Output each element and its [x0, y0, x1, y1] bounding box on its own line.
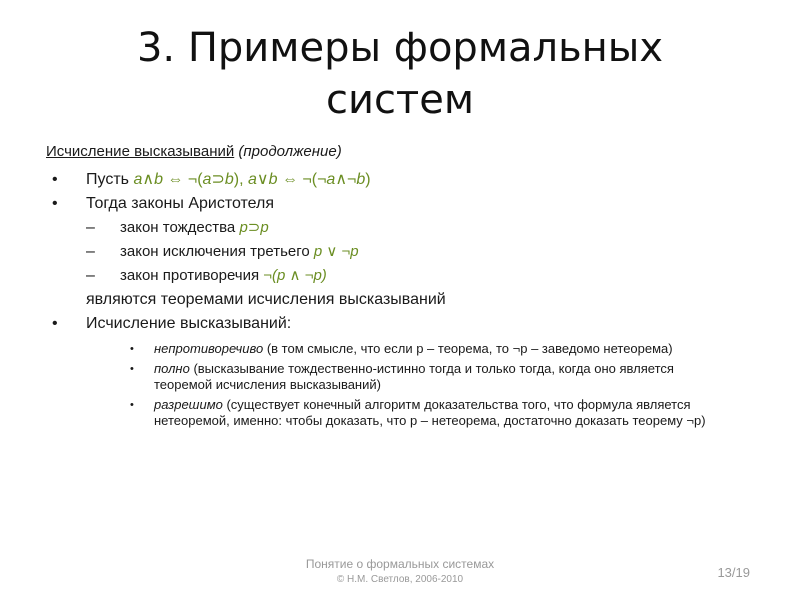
- sub-item-text: [120, 240, 359, 264]
- formula-var: b: [224, 171, 234, 188]
- properties-list: [130, 341, 730, 433]
- law-formula: ¬(p ∧ ¬p): [263, 267, 327, 284]
- dash-marker: –: [86, 243, 95, 260]
- formula-op: ): [365, 171, 371, 188]
- main-bullet-list: [52, 168, 772, 336]
- dash-marker: –: [86, 267, 95, 284]
- property-item: [130, 397, 730, 429]
- formula-op: ⇔ ¬(¬: [277, 171, 327, 188]
- formula-var: b: [268, 171, 278, 188]
- formula-op: ¬: [347, 171, 357, 188]
- law-label: закон противоречия: [120, 267, 264, 284]
- continuation-line: [52, 288, 772, 312]
- property-item: [130, 361, 730, 393]
- formula-var: a: [202, 171, 212, 188]
- property-text: (в том смысле, что если p – теорема, то ¬p – заведомо нетеорема): [263, 341, 673, 356]
- formula-var: a: [247, 171, 257, 188]
- formula-op: ∨: [256, 171, 269, 188]
- formula-op: ∧: [335, 171, 348, 188]
- formula-op: ⇔ ¬(: [162, 171, 203, 188]
- bullet-text: Тогда законы Аристотеля: [86, 195, 275, 212]
- bullet-item: [52, 168, 772, 192]
- formula-var: b: [154, 171, 163, 188]
- slide-footer: [0, 557, 800, 587]
- bullet-dot: •: [52, 171, 58, 188]
- formula-op: ∧: [142, 171, 155, 188]
- law-label: закон исключения третьего: [120, 243, 314, 260]
- dash-marker: –: [86, 219, 95, 236]
- slide-title-line1: 3. Примеры формальных: [136, 25, 664, 71]
- law-label: закон тождества: [120, 219, 240, 236]
- section-heading-underlined: Исчисление высказываний: [46, 143, 235, 160]
- formula-var: a: [326, 171, 336, 188]
- slide-title-line2: систем: [325, 77, 475, 123]
- sub-item-text: [120, 216, 269, 240]
- text: Пусть: [86, 171, 134, 188]
- footer-copyright: © Н.М. Светлов, 2006-2010: [336, 574, 464, 585]
- sub-item: [52, 216, 772, 240]
- formula-op: ⊃: [211, 171, 225, 188]
- bullet-text-definitions: [86, 168, 371, 192]
- section-heading-italic: (продолжение): [238, 143, 342, 160]
- bullet-dot: •: [52, 195, 58, 212]
- formula-op: ),: [233, 171, 248, 188]
- bullet-item: [52, 192, 772, 216]
- bullet-dot: •: [52, 315, 58, 332]
- bullet-item: [52, 312, 772, 336]
- property-term: непротиворечиво: [154, 341, 264, 356]
- sub-item: [52, 264, 772, 288]
- bullet-dot: •: [130, 399, 134, 411]
- property-item: [130, 341, 730, 357]
- footer-title: Понятие о формальных системах: [305, 557, 495, 571]
- property-text: (существует конечный алгоритм доказательства того, что формула является нетеоремой, именно: чтобы доказать, что p – нетеорема, достаточно доказать теорему ¬p): [154, 397, 706, 428]
- property-text: (высказывание тождественно-истинно тогда и только тогда, когда оно является теоремой исчисления высказываний): [154, 361, 674, 392]
- sub-item: [52, 240, 772, 264]
- section-heading: [46, 143, 342, 160]
- law-formula: p⊃p: [239, 219, 269, 236]
- slide-title: [0, 22, 800, 126]
- page-number: 13/19: [717, 565, 750, 580]
- property-term: разрешимо: [154, 397, 223, 412]
- bullet-dot: •: [130, 343, 134, 355]
- sub-item-text: [120, 264, 327, 288]
- continuation-text: являются теоремами исчисления высказываний: [86, 291, 446, 308]
- bullet-dot: •: [130, 363, 134, 375]
- property-term: полно: [154, 361, 190, 376]
- formula-var: a: [133, 171, 143, 188]
- law-formula: p ∨ ¬p: [313, 243, 359, 260]
- bullet-text: Исчисление высказываний:: [86, 315, 292, 332]
- formula-var: b: [356, 171, 366, 188]
